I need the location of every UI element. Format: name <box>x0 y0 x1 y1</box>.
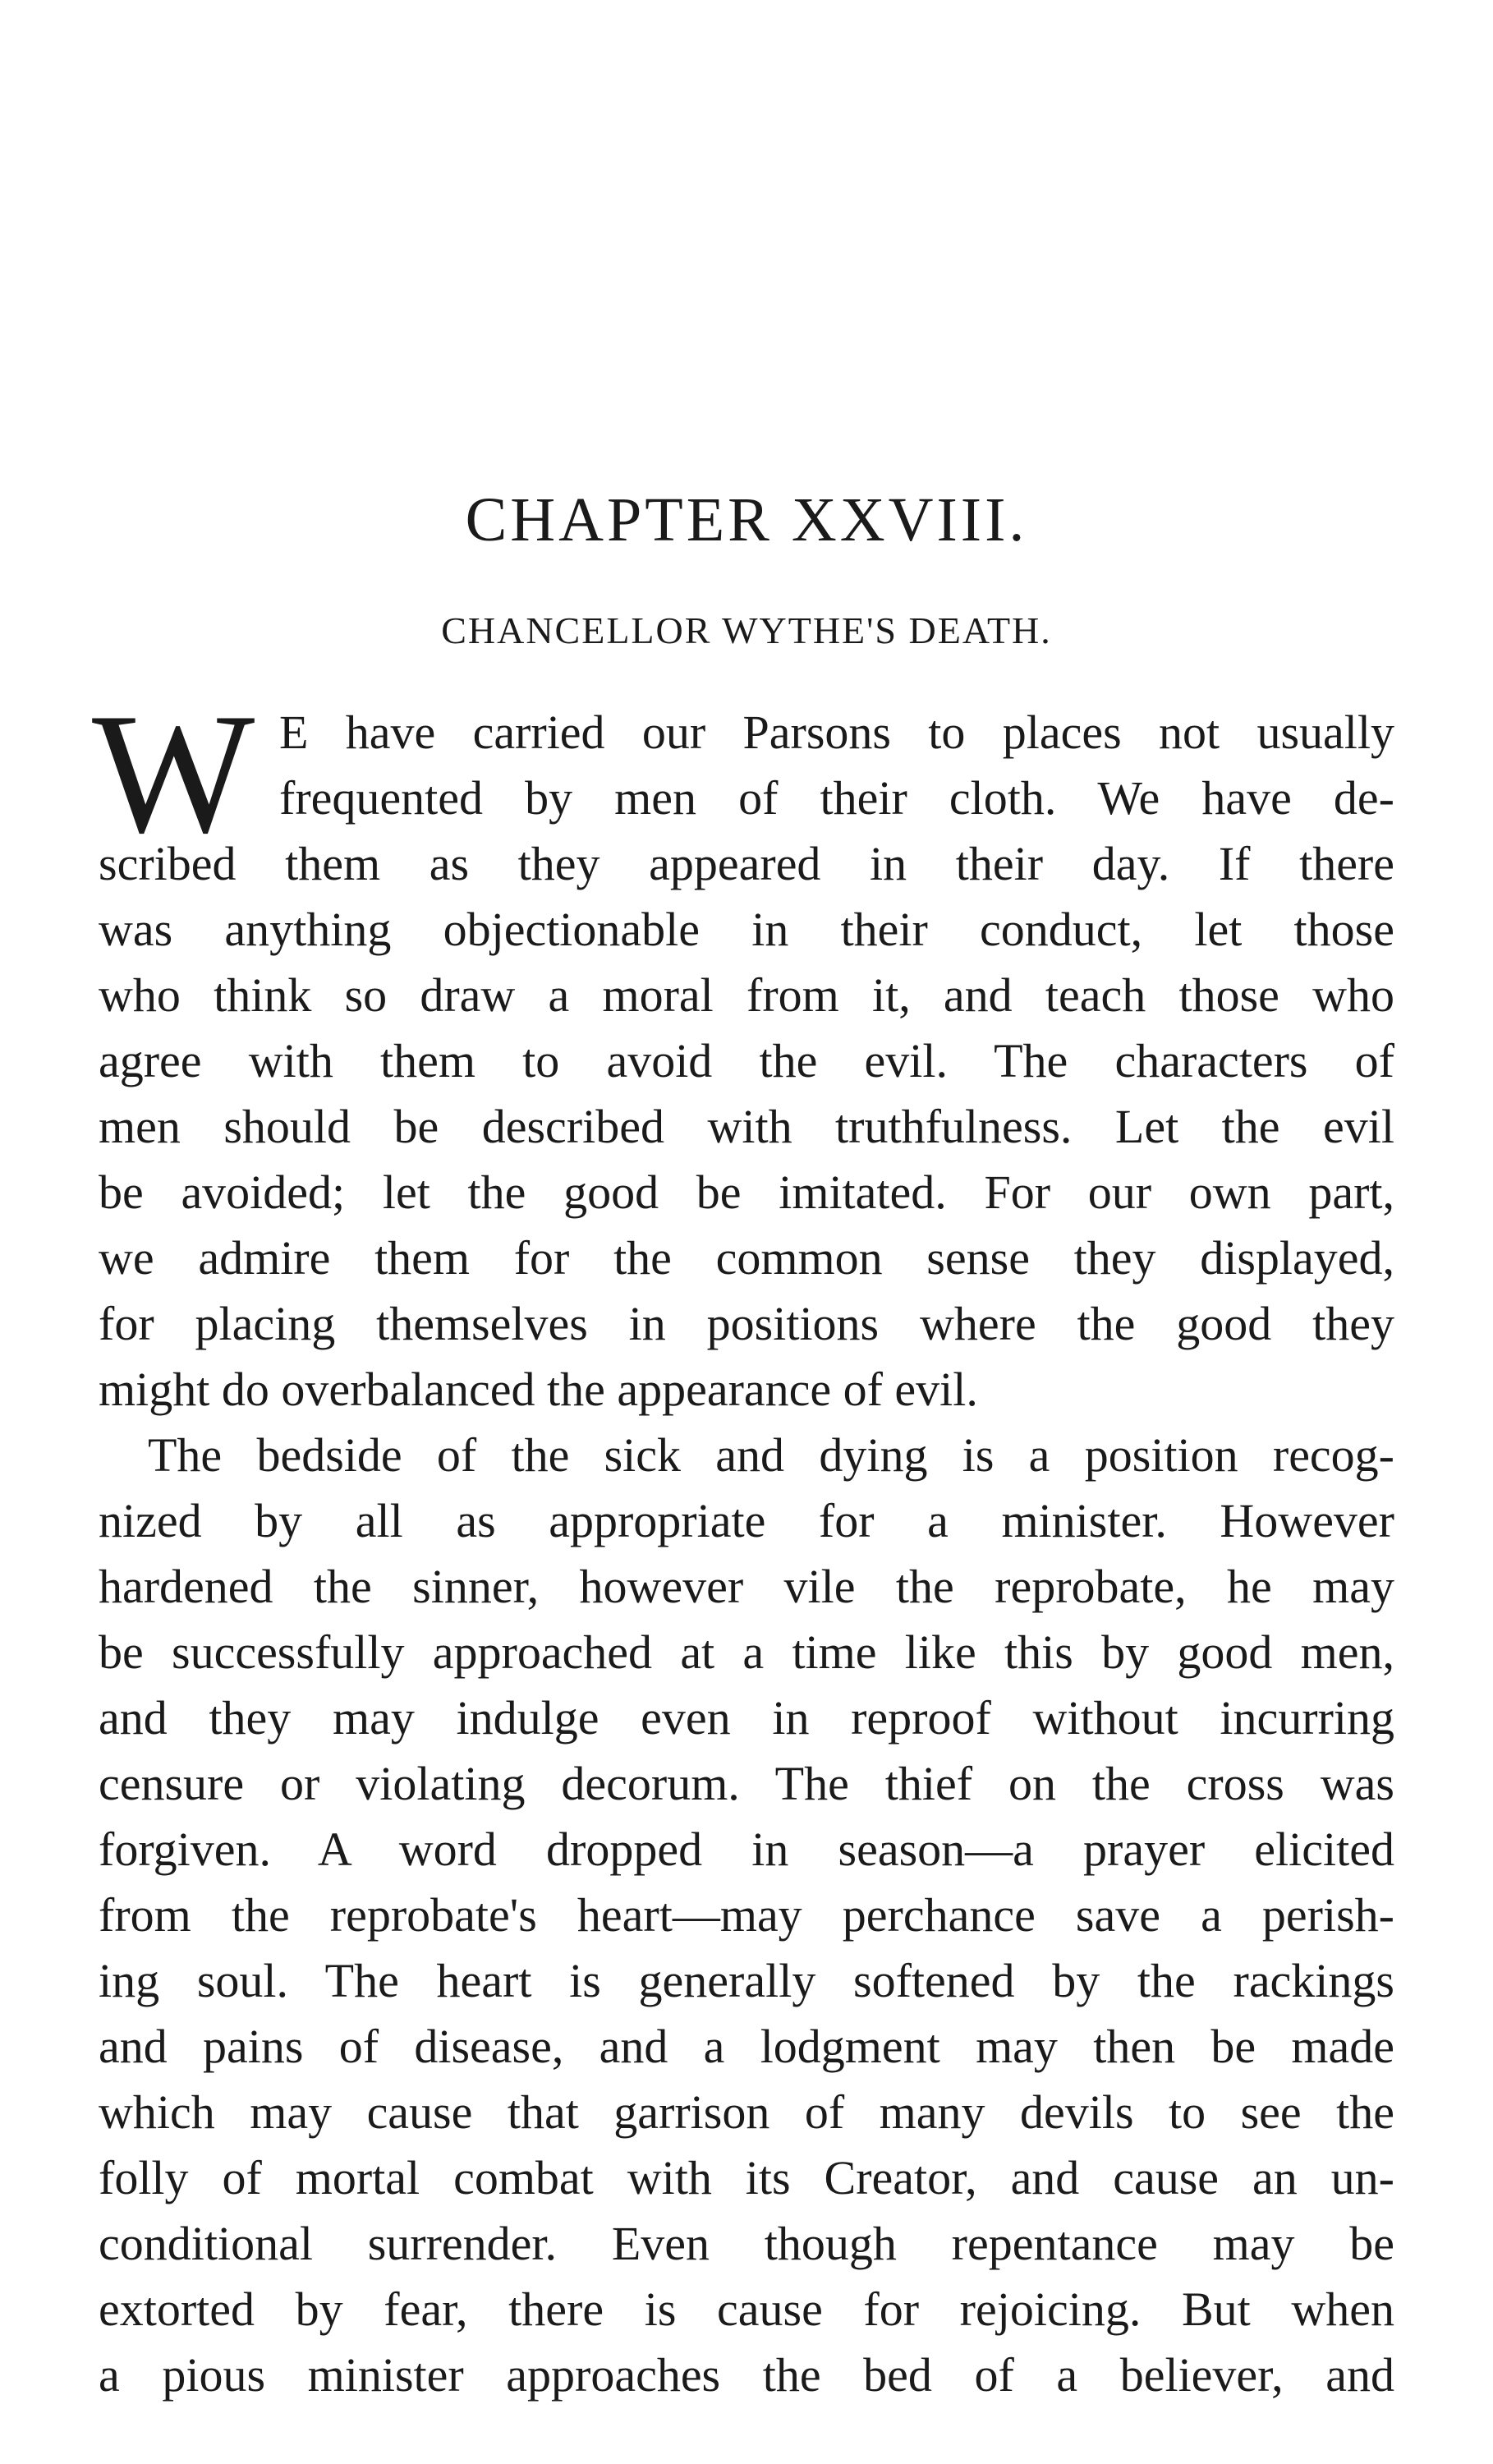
chapter-subtitle: CHANCELLOR WYTHE'S DEATH. <box>441 609 1052 651</box>
body-line: be successfully approached at a time like this by good men, <box>99 1625 1394 1679</box>
drop-cap: W <box>92 678 255 869</box>
body-line: hardened the sinner, however vile the reprobate, he may <box>99 1560 1394 1613</box>
body-line: was anything objectionable in their conduct, let those <box>99 903 1394 956</box>
body-line: be avoided; let the good be imitated. For our own part, <box>99 1165 1394 1219</box>
body-line: we admire them for the common sense they displayed, <box>99 1231 1394 1285</box>
body-line: scribed them as they appeared in their day. If there <box>99 837 1394 890</box>
body-line: conditional surrender. Even though repentance may be <box>99 2217 1394 2270</box>
body-line: nized by all as appropriate for a minister. However <box>99 1494 1394 1547</box>
body-line: and pains of disease, and a lodgment may then be made <box>99 2020 1394 2073</box>
body-line: frequented by men of their cloth. We have de- <box>279 771 1394 825</box>
body-line: ing soul. The heart is generally softened by the rackings <box>99 1954 1394 2007</box>
body-line: who think so draw a moral from it, and teach those who <box>99 968 1394 1022</box>
body-line: agree with them to avoid the evil. The characters of <box>99 1034 1394 1087</box>
body-line: and they may indulge even in reproof without incurring <box>99 1691 1394 1745</box>
body-line: forgiven. A word dropped in season—a prayer elicited <box>99 1823 1394 1876</box>
body-line: E have carried our Parsons to places not usually <box>279 706 1394 759</box>
body-line: from the reprobate's heart—may perchance save a perish- <box>99 1888 1394 1942</box>
body-line: might do overbalanced the appearance of evil. <box>99 1363 978 1416</box>
body-line: for placing themselves in positions where the good they <box>99 1297 1394 1350</box>
body-line: which may cause that garrison of many devils to see the <box>99 2085 1394 2139</box>
chapter-title: CHAPTER XXVIII. <box>465 485 1028 554</box>
body-line: folly of mortal combat with its Creator, and cause an un- <box>99 2151 1394 2204</box>
body-line: The bedside of the sick and dying is a position recog- <box>148 1428 1394 1482</box>
body-line: extorted by fear, there is cause for rejoicing. But when <box>99 2282 1394 2336</box>
body-line: a pious minister approaches the bed of a believer, and <box>99 2348 1394 2402</box>
body-line: censure or violating decorum. The thief on the cross was <box>99 1757 1394 1810</box>
body-line: men should be described with truthfulness. Let the evil <box>99 1100 1394 1153</box>
